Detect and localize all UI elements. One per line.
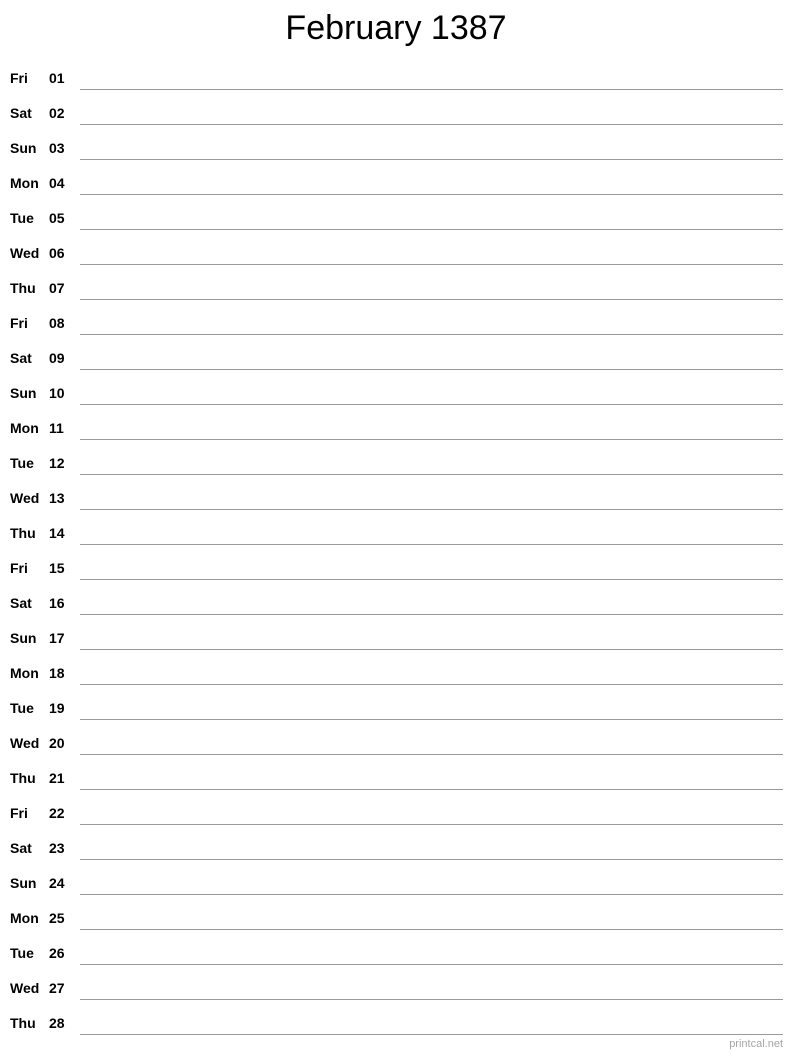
- calendar-row: [0, 839, 792, 874]
- date-number: 06: [49, 245, 65, 261]
- weekday-label: Tue: [10, 700, 34, 716]
- weekday-label: Thu: [10, 1015, 36, 1031]
- weekday-label: Sun: [10, 140, 37, 156]
- date-number: 19: [49, 700, 65, 716]
- weekday-label: Wed: [10, 735, 40, 751]
- weekday-label: Thu: [10, 770, 36, 786]
- note-line: [80, 964, 783, 965]
- calendar-row: [0, 874, 792, 909]
- calendar-row: [0, 1014, 792, 1049]
- calendar-row: [0, 279, 792, 314]
- date-number: 02: [49, 105, 65, 121]
- weekday-label: Sat: [10, 840, 32, 856]
- note-line: [80, 859, 783, 860]
- calendar-row: [0, 524, 792, 559]
- weekday-label: Sun: [10, 630, 37, 646]
- weekday-label: Tue: [10, 455, 34, 471]
- note-line: [80, 614, 783, 615]
- calendar-row: [0, 104, 792, 139]
- note-line: [80, 509, 783, 510]
- note-line: [80, 159, 783, 160]
- weekday-label: Mon: [10, 175, 39, 191]
- date-number: 14: [49, 525, 65, 541]
- calendar-row: [0, 174, 792, 209]
- calendar-row: [0, 314, 792, 349]
- calendar-rows: [0, 69, 792, 1049]
- date-number: 10: [49, 385, 65, 401]
- note-line: [80, 649, 783, 650]
- calendar-row: [0, 699, 792, 734]
- weekday-label: Fri: [10, 560, 28, 576]
- date-number: 07: [49, 280, 65, 296]
- note-line: [80, 334, 783, 335]
- date-number: 03: [49, 140, 65, 156]
- note-line: [80, 194, 783, 195]
- calendar-row: [0, 69, 792, 104]
- weekday-label: Sat: [10, 350, 32, 366]
- note-line: [80, 124, 783, 125]
- note-line: [80, 439, 783, 440]
- note-line: [80, 474, 783, 475]
- calendar-row: [0, 489, 792, 524]
- note-line: [80, 299, 783, 300]
- weekday-label: Fri: [10, 70, 28, 86]
- calendar-row: [0, 244, 792, 279]
- note-line: [80, 999, 783, 1000]
- note-line: [80, 754, 783, 755]
- weekday-label: Tue: [10, 210, 34, 226]
- weekday-label: Tue: [10, 945, 34, 961]
- date-number: 15: [49, 560, 65, 576]
- date-number: 26: [49, 945, 65, 961]
- note-line: [80, 544, 783, 545]
- weekday-label: Mon: [10, 665, 39, 681]
- calendar-row: [0, 769, 792, 804]
- weekday-label: Mon: [10, 420, 39, 436]
- date-number: 08: [49, 315, 65, 331]
- note-line: [80, 719, 783, 720]
- calendar-row: [0, 629, 792, 664]
- date-number: 05: [49, 210, 65, 226]
- note-line: [80, 579, 783, 580]
- date-number: 23: [49, 840, 65, 856]
- weekday-label: Wed: [10, 980, 40, 996]
- date-number: 20: [49, 735, 65, 751]
- calendar-row: [0, 664, 792, 699]
- calendar-row: [0, 804, 792, 839]
- calendar-row: [0, 734, 792, 769]
- weekday-label: Fri: [10, 805, 28, 821]
- date-number: 22: [49, 805, 65, 821]
- date-number: 17: [49, 630, 65, 646]
- date-number: 27: [49, 980, 65, 996]
- calendar-row: [0, 139, 792, 174]
- weekday-label: Wed: [10, 490, 40, 506]
- calendar-row: [0, 594, 792, 629]
- weekday-label: Sat: [10, 595, 32, 611]
- note-line: [80, 894, 783, 895]
- weekday-label: Sun: [10, 385, 37, 401]
- date-number: 25: [49, 910, 65, 926]
- date-number: 12: [49, 455, 65, 471]
- weekday-label: Mon: [10, 910, 39, 926]
- date-number: 11: [49, 420, 64, 436]
- note-line: [80, 929, 783, 930]
- weekday-label: Thu: [10, 280, 36, 296]
- weekday-label: Sun: [10, 875, 37, 891]
- note-line: [80, 264, 783, 265]
- calendar-row: [0, 979, 792, 1014]
- watermark: printcal.net: [729, 1038, 783, 1050]
- calendar-row: [0, 454, 792, 489]
- calendar-row: [0, 209, 792, 244]
- date-number: 24: [49, 875, 65, 891]
- weekday-label: Thu: [10, 525, 36, 541]
- note-line: [80, 684, 783, 685]
- note-line: [80, 404, 783, 405]
- date-number: 21: [49, 770, 65, 786]
- note-line: [80, 789, 783, 790]
- date-number: 18: [49, 665, 65, 681]
- date-number: 28: [49, 1015, 65, 1031]
- calendar-row: [0, 384, 792, 419]
- note-line: [80, 229, 783, 230]
- date-number: 16: [49, 595, 65, 611]
- calendar-row: [0, 349, 792, 384]
- page-title: February 1387: [285, 9, 507, 47]
- weekday-label: Sat: [10, 105, 32, 121]
- date-number: 09: [49, 350, 65, 366]
- weekday-label: Fri: [10, 315, 28, 331]
- date-number: 01: [49, 70, 65, 86]
- calendar-row: [0, 944, 792, 979]
- note-line: [80, 89, 783, 90]
- calendar-row: [0, 909, 792, 944]
- calendar-row: [0, 559, 792, 594]
- date-number: 04: [49, 175, 65, 191]
- date-number: 13: [49, 490, 65, 506]
- note-line: [80, 1034, 783, 1035]
- calendar-row: [0, 419, 792, 454]
- weekday-label: Wed: [10, 245, 40, 261]
- note-line: [80, 369, 783, 370]
- note-line: [80, 824, 783, 825]
